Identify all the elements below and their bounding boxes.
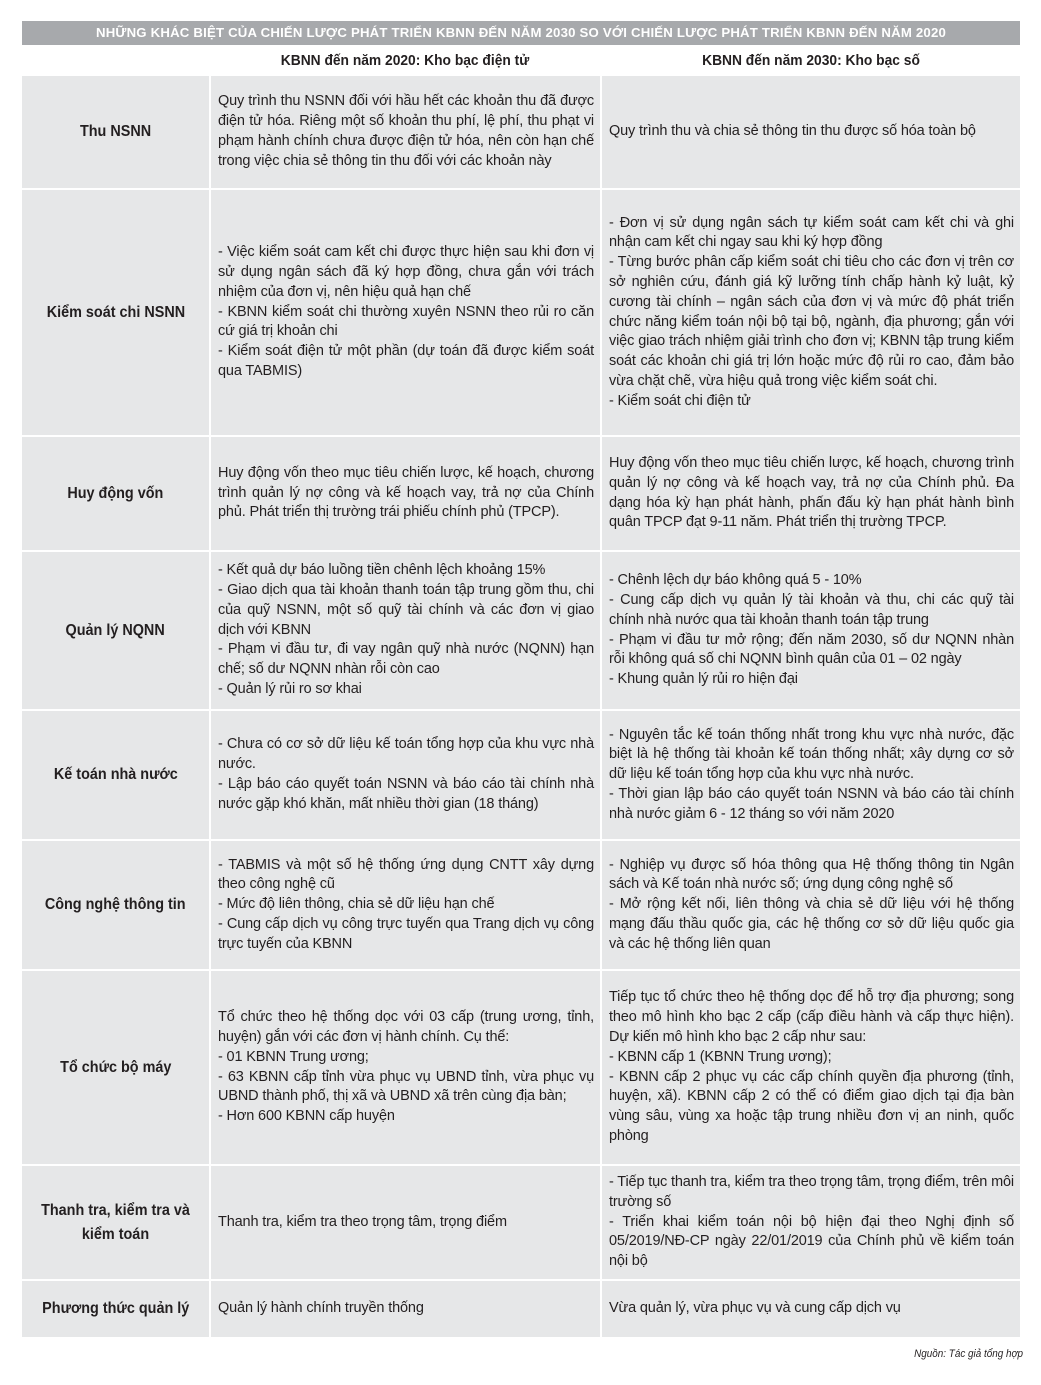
row-category: Kế toán nhà nước: [22, 711, 209, 839]
row-category: Quản lý NQNN: [22, 552, 209, 709]
cell-2030: Tiếp tục tổ chức theo hệ thống dọc để hỗ trợ địa phương; song theo mô hình kho bạc 2 cấp (cấp điều hành và cấp thực hiện). Dự kiến mô hình kho bạc 2 cấp như sau: - KBNN cấp 1 (KBNN Trung ương); - KBNN cấp 2 phục vụ các cấp chính quyền địa phương (tỉnh, huyện, xã). KBNN cấp 2 có thể có điểm giao dịch tại địa bàn vùng sâu, vùng xa hoặc tập trung nhiều đơn vị an ninh, quốc phòng: [602, 971, 1020, 1164]
cell-2030: - Tiếp tục thanh tra, kiểm tra theo trọng tâm, trọng điểm, trên môi trường số - Triển khai kiểm toán nội bộ hiện đại theo Nghị định số 05/2019/NĐ-CP ngày 22/01/2019 của Chính phủ về kiểm toán nội bộ: [602, 1166, 1020, 1279]
table-row-ke-toan: [22, 711, 1020, 839]
table-title: NHỮNG KHÁC BIỆT CỦA CHIẾN LƯỢC PHÁT TRIỂN KBNN ĐẾN NĂM 2030 SO VỚI CHIẾN LƯỢC PHÁT TRIỂN KBNN ĐẾN NĂM 2020: [22, 21, 1020, 45]
cell-2030: - Đơn vị sử dụng ngân sách tự kiểm soát cam kết chi và ghi nhận cam kết chi ngay sau khi ký hợp đồng - Từng bước phân cấp kiểm soát chi tiêu cho các đơn vị trên cơ sở nghiên cứu, đánh giá kỹ lưỡng tính chấp hành kỷ luật, kỷ cương tài chính – ngân sách của đơn vị và mức độ phát triển chức năng kiểm toán nội bộ tại bộ, ngành, địa phương; gắn với việc giao trách nhiệm giải trình cho đơn vị; KBNN tập trung kiểm soát các khoản chi giá trị lớn hoặc mức độ rủi ro cao, đảm bảo vừa chặt chẽ, vừa hiệu quả trong việc kiểm soát chi. - Kiểm soát chi điện tử: [602, 190, 1020, 435]
table-row-to-chuc: [22, 971, 1020, 1164]
cell-2020: Quản lý hành chính truyền thống: [211, 1281, 600, 1337]
row-category: Huy động vốn: [22, 437, 209, 550]
header-2030: KBNN đến năm 2030: Kho bạc số: [702, 52, 920, 69]
cell-2020: - TABMIS và một số hệ thống ứng dụng CNTT xây dựng theo công nghệ cũ - Mức độ liên thông, chia sẻ dữ liệu hạn chế - Cung cấp dịch vụ công trực tuyến qua Trang dịch vụ công trực tuyến của KBNN: [211, 841, 600, 969]
table-row-cong-nghe: [22, 841, 1020, 969]
row-category: Phương thức quản lý: [22, 1281, 209, 1337]
cell-2020: Quy trình thu NSNN đối với hầu hết các khoản thu đã được điện tử hóa. Riêng một số khoản thu phí, lệ phí, thu phạt vi phạm hành chính chưa được điện tử hóa, nên còn hạn chế trong việc chia sẻ thông tin thu đối với các khoản này: [211, 76, 600, 188]
cell-2020: - Chưa có cơ sở dữ liệu kế toán tổng hợp của khu vực nhà nước. - Lập báo cáo quyết toán NSNN và báo cáo tài chính nhà nước gặp khó khăn, mất nhiều thời gian (18 tháng): [211, 711, 600, 839]
row-category: Tổ chức bộ máy: [22, 971, 209, 1164]
row-category: Thu NSNN: [22, 76, 209, 188]
row-category: Công nghệ thông tin: [22, 841, 209, 969]
cell-2030: - Nguyên tắc kế toán thống nhất trong khu vực nhà nước, đặc biệt là hệ thống tài khoản kế toán thống nhất; xây dựng cơ sở dữ liệu kế toán tổng hợp của khu vực nhà nước. - Thời gian lập báo cáo quyết toán NSNN và báo cáo tài chính nhà nước giảm 6 - 12 tháng so với năm 2020: [602, 711, 1020, 839]
table-row-quan-ly-nqnn: [22, 552, 1020, 709]
row-category: Kiểm soát chi NSNN: [22, 190, 209, 435]
cell-2030: - Chênh lệch dự báo không quá 5 - 10% - Cung cấp dịch vụ quản lý tài khoản và thu, chi các quỹ tài chính nhà nước qua tài khoản thanh toán tập trung - Phạm vi đầu tư mở rộng; đến năm 2030, số dư NQNN nhàn rỗi không quá số chi NQNN bình quân của 01 – 02 ngày - Khung quản lý rủi ro hiện đại: [602, 552, 1020, 709]
source-note: Nguồn: Tác giả tổng hợp: [914, 1348, 1023, 1360]
cell-2020: Huy động vốn theo mục tiêu chiến lược, kế hoạch, chương trình quản lý nợ công và kế hoạch vay, trả nợ của Chính phủ. Phát triển thị trường trái phiếu chính phủ (TPCP).: [211, 437, 600, 550]
table-row-thanh-tra: [22, 1166, 1020, 1279]
table-row-kiem-soat-chi: [22, 190, 1020, 435]
cell-2030: Vừa quản lý, vừa phục vụ và cung cấp dịch vụ: [602, 1281, 1020, 1337]
header-2020: KBNN đến năm 2020: Kho bạc điện tử: [280, 52, 530, 69]
cell-2020: - Kết quả dự báo luồng tiền chênh lệch khoảng 15% - Giao dịch qua tài khoản thanh toán tập trung gồm thu, chi của quỹ NSNN, một số quỹ tài chính và các đơn vị giao dịch với KBNN - Phạm vi đầu tư, đi vay ngân quỹ nhà nước (NQNN) hạn chế; số dư NQNN nhàn rỗi còn cao - Quản lý rủi ro sơ khai: [211, 552, 600, 709]
cell-2030: Quy trình thu và chia sẻ thông tin thu được số hóa toàn bộ: [602, 76, 1020, 188]
table-row-huy-dong-von: [22, 437, 1020, 550]
cell-2020: Thanh tra, kiểm tra theo trọng tâm, trọng điểm: [211, 1166, 600, 1279]
cell-2030: - Nghiệp vụ được số hóa thông qua Hệ thống thông tin Ngân sách và Kế toán nhà nước số; ứng dụng công nghệ số - Mở rộng kết nối, liên thông và chia sẻ dữ liệu với hệ thống mạng đấu thầu quốc gia, các hệ thống cơ sở dữ liệu quốc gia và các hệ thống liên quan: [602, 841, 1020, 969]
table-row-phuong-thuc: [22, 1281, 1020, 1337]
cell-2020: - Việc kiểm soát cam kết chi được thực hiện sau khi đơn vị sử dụng ngân sách đã ký hợp đồng, chưa gắn với trách nhiệm của đơn vị, nên hiệu quả hạn chế - KBNN kiểm soát chi thường xuyên NSNN theo rủi ro căn cứ giá trị khoản chi - Kiểm soát điện tử một phần (dự toán đã được kiểm soát qua TABMIS): [211, 190, 600, 435]
table-row-thu-nsnn: [22, 76, 1020, 188]
row-category: Thanh tra, kiểm tra và kiểm toán: [22, 1166, 209, 1279]
cell-2030: Huy động vốn theo mục tiêu chiến lược, kế hoạch, chương trình quản lý nợ công và kế hoạch vay, trả nợ của Chính phủ. Đa dạng hóa kỳ hạn phát hành, phấn đấu kỳ hạn phát hành bình quân TPCP đạt 9-11 năm. Phát triển thị trường TPCP.: [602, 437, 1020, 550]
cell-2020: Tổ chức theo hệ thống dọc với 03 cấp (trung ương, tỉnh, huyện) gắn với các đơn vị hành chính. Cụ thể: - 01 KBNN Trung ương; - 63 KBNN cấp tỉnh vừa phục vụ UBND tỉnh, vừa phục vụ UBND thành phố, thị xã và UBND xã trên cùng địa bàn; - Hơn 600 KBNN cấp huyện: [211, 971, 600, 1164]
table-header: [22, 47, 1020, 74]
